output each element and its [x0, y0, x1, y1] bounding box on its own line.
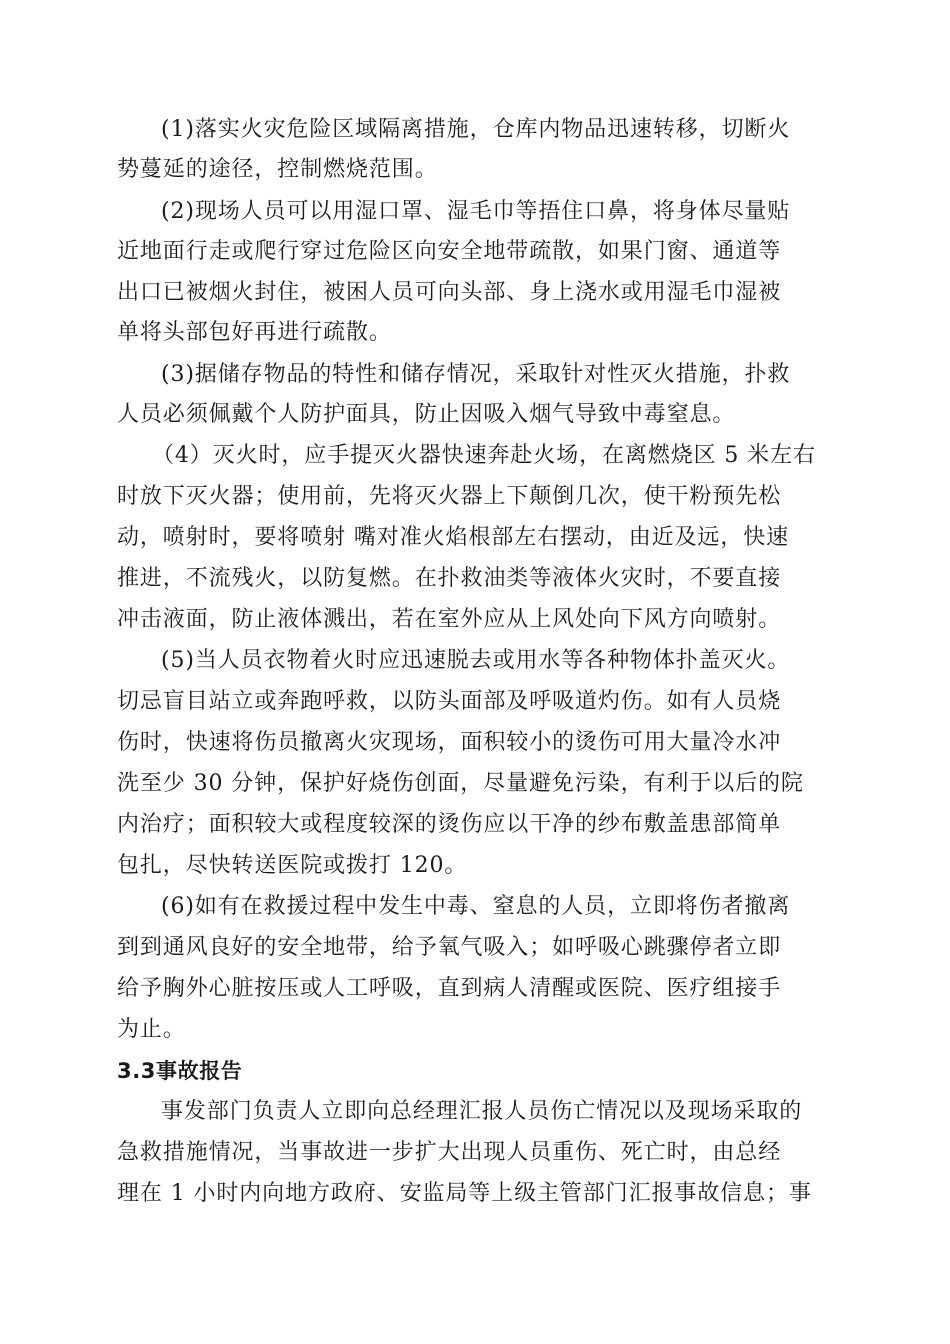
text-line: 推进，不流残火，以防复燃。在扑救油类等液体火灾时，不要直接	[117, 566, 782, 591]
text-line: 包扎，尽快转送医院或拨打 120。	[117, 853, 468, 878]
text-line: (6)如有在救援过程中发生中毒、窒息的人员，立即将伤者撤离	[161, 894, 791, 919]
text-line: 理在 1 小时内向地方政府、安监局等上级主管部门汇报事故信息；事	[117, 1181, 812, 1206]
text-line: 人员必须佩戴个人防护面具，防止因吸入烟气导致中毒窒息。	[117, 402, 736, 427]
text-line: 伤时，快速将伤员撤离火灾现场，面积较小的烫伤可用大量冷水冲	[117, 730, 782, 755]
text-line: 内治疗；面积较大或程度较深的烫伤应以干净的纱布敷盖患部简单	[117, 812, 782, 837]
text-line: (2)现场人员可以用湿口罩、湿毛巾等捂住口鼻，将身体尽量贴	[161, 199, 791, 224]
text-line: 时放下灭火器；使用前，先将灭火器上下颠倒几次，使干粉预先松	[117, 484, 782, 509]
text-line: 近地面行走或爬行穿过危险区向安全地带疏散，如果门窗、通道等	[117, 239, 782, 264]
text-line: （4）灭火时，应手提灭火器快速奔赴火场，在离燃烧区 5 米左右	[152, 443, 816, 468]
text-line: (1)落实火灾危险区域隔离措施，仓库内物品迅速转移，切断火	[161, 117, 791, 142]
text-line: 出口已被烟火封住，被困人员可向头部、身上浇水或用湿毛巾湿被	[117, 280, 782, 305]
text-line: 切忌盲目站立或奔跑呼救，以防头面部及呼吸道灼伤。如有人员烧	[117, 689, 782, 714]
text-line: 给予胸外心脏按压或人工呼吸，直到病人清醒或医院、医疗组接手	[117, 976, 782, 1001]
text-line: 单将头部包好再进行疏散。	[117, 320, 392, 345]
text-line: 动，喷射时，要将喷射 嘴对准火焰根部左右摆动，由近及远，快速	[117, 525, 789, 550]
text-line: 洗至少 30 分钟，保护好烧伤创面，尽量避免污染，有利于以后的院	[117, 771, 804, 796]
section-heading: 3.3事故报告	[117, 1059, 243, 1083]
text-line: 势蔓延的途径，控制燃烧范围。	[117, 157, 438, 182]
text-line: 冲击液面，防止液体溅出，若在室外应从上风处向下风方向喷射。	[117, 607, 782, 632]
text-line: 急救措施情况，当事故进一步扩大出现人员重伤、死亡时，由总经	[117, 1140, 782, 1165]
text-line: (3)据储存物品的特性和储存情况，采取针对性灭火措施，扑救	[161, 362, 791, 387]
text-line: 到到通风良好的安全地带，给予氧气吸入；如呼吸心跳骤停者立即	[117, 935, 782, 960]
text-line: (5)当人员衣物着火时应迅速脱去或用水等各种物体扑盖灭火。	[161, 648, 791, 673]
text-line: 事发部门负责人立即向总经理汇报人员伤亡情况以及现场采取的	[161, 1099, 803, 1124]
text-line: 为止。	[117, 1017, 186, 1042]
